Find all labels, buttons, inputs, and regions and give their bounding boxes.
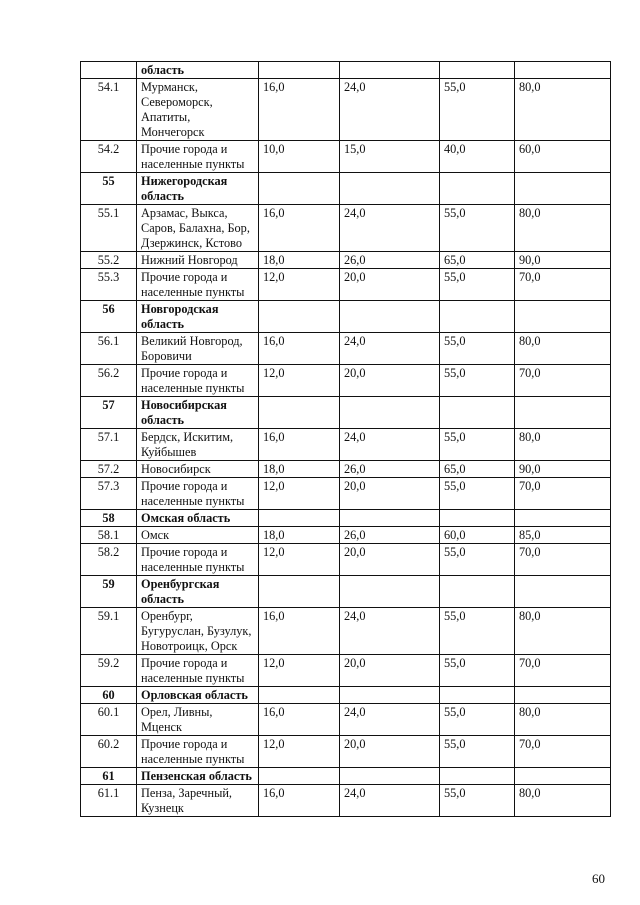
locality-cell: Арзамас, Выкса, Саров, Балахна, Бор, Дзержинск, Кстово [137, 205, 259, 252]
rates-table [80, 61, 611, 817]
region-name-cell: Нижегородская область [137, 173, 259, 205]
table-row [81, 205, 611, 252]
table-row [81, 269, 611, 301]
value-cell-2: 24,0 [340, 704, 440, 736]
region-row [81, 173, 611, 205]
table-row [81, 79, 611, 141]
row-number-cell: 55.3 [81, 269, 137, 301]
page-number: 60 [592, 871, 605, 886]
region-row [81, 301, 611, 333]
value-cell-3: 55,0 [440, 655, 515, 687]
region-name-cell: область [137, 62, 259, 79]
value-cell-2 [340, 768, 440, 785]
value-cell-1: 16,0 [259, 205, 340, 252]
value-cell-3: 55,0 [440, 478, 515, 510]
row-number-cell: 57.3 [81, 478, 137, 510]
value-cell-1: 18,0 [259, 461, 340, 478]
value-cell-4 [515, 768, 611, 785]
row-number-cell: 57 [81, 397, 137, 429]
row-number-cell: 56 [81, 301, 137, 333]
row-number-cell: 54.2 [81, 141, 137, 173]
table-row [81, 333, 611, 365]
value-cell-1: 16,0 [259, 333, 340, 365]
value-cell-4: 80,0 [515, 205, 611, 252]
row-number-cell: 59.2 [81, 655, 137, 687]
value-cell-4: 90,0 [515, 252, 611, 269]
value-cell-2: 24,0 [340, 205, 440, 252]
locality-cell: Прочие города и населенные пункты [137, 269, 259, 301]
value-cell-2: 24,0 [340, 429, 440, 461]
value-cell-3: 55,0 [440, 333, 515, 365]
region-row [81, 397, 611, 429]
region-name-cell: Новосибирская область [137, 397, 259, 429]
region-row [81, 687, 611, 704]
value-cell-2: 26,0 [340, 461, 440, 478]
value-cell-3: 65,0 [440, 252, 515, 269]
value-cell-1: 16,0 [259, 608, 340, 655]
rates-table-body [81, 62, 611, 817]
value-cell-1: 12,0 [259, 478, 340, 510]
row-number-cell: 60.1 [81, 704, 137, 736]
value-cell-3: 55,0 [440, 736, 515, 768]
table-row [81, 461, 611, 478]
value-cell-2: 20,0 [340, 269, 440, 301]
row-number-cell: 61 [81, 768, 137, 785]
region-name-cell: Омская область [137, 510, 259, 527]
locality-cell: Орел, Ливны, Мценск [137, 704, 259, 736]
value-cell-4: 80,0 [515, 785, 611, 817]
value-cell-2: 26,0 [340, 252, 440, 269]
row-number-cell: 58 [81, 510, 137, 527]
region-name-cell: Орловская область [137, 687, 259, 704]
value-cell-1: 12,0 [259, 544, 340, 576]
value-cell-1: 16,0 [259, 79, 340, 141]
value-cell-4: 70,0 [515, 365, 611, 397]
value-cell-2 [340, 397, 440, 429]
table-row [81, 704, 611, 736]
locality-cell: Прочие города и населенные пункты [137, 544, 259, 576]
value-cell-3 [440, 576, 515, 608]
locality-cell: Новосибирск [137, 461, 259, 478]
value-cell-1: 10,0 [259, 141, 340, 173]
value-cell-3: 40,0 [440, 141, 515, 173]
value-cell-4: 80,0 [515, 333, 611, 365]
table-row [81, 429, 611, 461]
table-row [81, 608, 611, 655]
locality-cell: Прочие города и населенные пункты [137, 655, 259, 687]
row-number-cell: 61.1 [81, 785, 137, 817]
value-cell-4 [515, 397, 611, 429]
locality-cell: Прочие города и населенные пункты [137, 478, 259, 510]
value-cell-4: 70,0 [515, 544, 611, 576]
value-cell-3 [440, 173, 515, 205]
value-cell-3 [440, 510, 515, 527]
locality-cell: Омск [137, 527, 259, 544]
table-row [81, 736, 611, 768]
value-cell-1: 18,0 [259, 527, 340, 544]
value-cell-2: 20,0 [340, 478, 440, 510]
value-cell-1: 12,0 [259, 365, 340, 397]
value-cell-4 [515, 576, 611, 608]
row-number-cell [81, 62, 137, 79]
value-cell-3: 60,0 [440, 527, 515, 544]
value-cell-2: 20,0 [340, 544, 440, 576]
value-cell-2 [340, 173, 440, 205]
locality-cell: Пенза, Заречный, Кузнецк [137, 785, 259, 817]
value-cell-3: 55,0 [440, 205, 515, 252]
value-cell-2: 24,0 [340, 79, 440, 141]
value-cell-1: 16,0 [259, 785, 340, 817]
value-cell-4: 80,0 [515, 79, 611, 141]
value-cell-1: 12,0 [259, 655, 340, 687]
region-name-cell: Оренбургская область [137, 576, 259, 608]
region-name-cell: Новгородская область [137, 301, 259, 333]
table-row [81, 252, 611, 269]
value-cell-2 [340, 687, 440, 704]
value-cell-1: 16,0 [259, 704, 340, 736]
value-cell-4: 70,0 [515, 269, 611, 301]
value-cell-4: 80,0 [515, 608, 611, 655]
value-cell-1 [259, 768, 340, 785]
value-cell-3 [440, 301, 515, 333]
value-cell-3: 55,0 [440, 544, 515, 576]
value-cell-4: 85,0 [515, 527, 611, 544]
value-cell-4: 80,0 [515, 429, 611, 461]
value-cell-4 [515, 173, 611, 205]
table-row [81, 544, 611, 576]
value-cell-2: 20,0 [340, 655, 440, 687]
value-cell-4: 70,0 [515, 478, 611, 510]
value-cell-1 [259, 301, 340, 333]
value-cell-3: 65,0 [440, 461, 515, 478]
locality-cell: Бердск, Искитим, Куйбышев [137, 429, 259, 461]
value-cell-3: 55,0 [440, 785, 515, 817]
value-cell-2 [340, 576, 440, 608]
row-number-cell: 57.1 [81, 429, 137, 461]
value-cell-4: 70,0 [515, 655, 611, 687]
table-row [81, 785, 611, 817]
table-row [81, 478, 611, 510]
region-row [81, 62, 611, 79]
value-cell-4: 80,0 [515, 704, 611, 736]
table-row [81, 527, 611, 544]
value-cell-4 [515, 62, 611, 79]
value-cell-2: 26,0 [340, 527, 440, 544]
value-cell-2 [340, 510, 440, 527]
table-row [81, 655, 611, 687]
row-number-cell: 56.2 [81, 365, 137, 397]
region-row [81, 576, 611, 608]
value-cell-2: 24,0 [340, 785, 440, 817]
value-cell-4: 90,0 [515, 461, 611, 478]
locality-cell: Прочие города и населенные пункты [137, 365, 259, 397]
value-cell-1 [259, 397, 340, 429]
value-cell-2 [340, 62, 440, 79]
value-cell-2: 24,0 [340, 333, 440, 365]
locality-cell: Прочие города и населенные пункты [137, 736, 259, 768]
value-cell-1 [259, 510, 340, 527]
value-cell-2: 20,0 [340, 365, 440, 397]
value-cell-3 [440, 768, 515, 785]
row-number-cell: 59.1 [81, 608, 137, 655]
row-number-cell: 55.1 [81, 205, 137, 252]
row-number-cell: 59 [81, 576, 137, 608]
value-cell-4 [515, 510, 611, 527]
value-cell-1 [259, 173, 340, 205]
value-cell-1 [259, 62, 340, 79]
region-row [81, 768, 611, 785]
value-cell-1: 18,0 [259, 252, 340, 269]
row-number-cell: 58.2 [81, 544, 137, 576]
locality-cell: Прочие города и населенные пункты [137, 141, 259, 173]
value-cell-3: 55,0 [440, 704, 515, 736]
table-row [81, 365, 611, 397]
value-cell-4: 60,0 [515, 141, 611, 173]
value-cell-3: 55,0 [440, 608, 515, 655]
row-number-cell: 60 [81, 687, 137, 704]
value-cell-3: 55,0 [440, 269, 515, 301]
locality-cell: Нижний Новгород [137, 252, 259, 269]
locality-cell: Оренбург, Бугуруслан, Бузулук, Новотроицк, Орск [137, 608, 259, 655]
row-number-cell: 56.1 [81, 333, 137, 365]
value-cell-3 [440, 62, 515, 79]
row-number-cell: 55 [81, 173, 137, 205]
row-number-cell: 54.1 [81, 79, 137, 141]
value-cell-2: 24,0 [340, 608, 440, 655]
value-cell-4 [515, 301, 611, 333]
locality-cell: Великий Новгород, Боровичи [137, 333, 259, 365]
value-cell-3: 55,0 [440, 429, 515, 461]
value-cell-3: 55,0 [440, 79, 515, 141]
locality-cell: Мурманск, Североморск, Апатиты, Мончегорск [137, 79, 259, 141]
value-cell-1: 16,0 [259, 429, 340, 461]
value-cell-2: 20,0 [340, 736, 440, 768]
value-cell-2 [340, 301, 440, 333]
value-cell-1: 12,0 [259, 736, 340, 768]
value-cell-3 [440, 687, 515, 704]
value-cell-1 [259, 576, 340, 608]
value-cell-1 [259, 687, 340, 704]
value-cell-4 [515, 687, 611, 704]
region-row [81, 510, 611, 527]
value-cell-2: 15,0 [340, 141, 440, 173]
value-cell-4: 70,0 [515, 736, 611, 768]
value-cell-3: 55,0 [440, 365, 515, 397]
region-name-cell: Пензенская область [137, 768, 259, 785]
row-number-cell: 57.2 [81, 461, 137, 478]
row-number-cell: 60.2 [81, 736, 137, 768]
value-cell-3 [440, 397, 515, 429]
value-cell-1: 12,0 [259, 269, 340, 301]
row-number-cell: 58.1 [81, 527, 137, 544]
table-row [81, 141, 611, 173]
row-number-cell: 55.2 [81, 252, 137, 269]
